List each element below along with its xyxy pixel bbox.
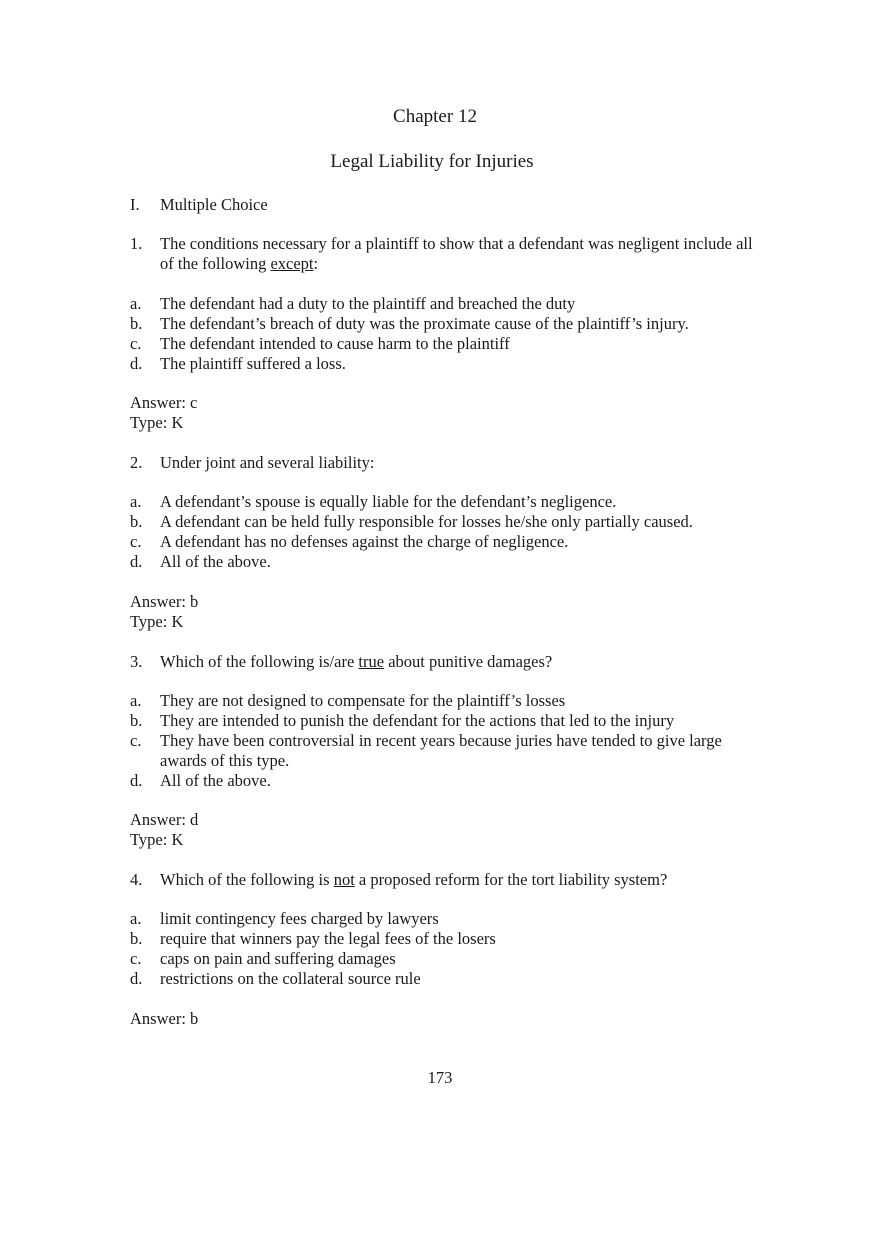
chapter-heading: Chapter 12 <box>393 106 477 127</box>
option-text: They are not designed to compensate for the plaintiff’s losses <box>160 691 566 710</box>
option-text: restrictions on the collateral source rule <box>160 969 421 988</box>
stem-text-end: a proposed reform for the tort liability system? <box>354 870 668 889</box>
question-stem <box>130 870 770 890</box>
option-text: require that winners pay the legal fees of the losers <box>160 929 496 948</box>
page-number: 173 <box>427 1068 453 1087</box>
option-b <box>130 711 770 731</box>
option-c <box>130 949 770 969</box>
stem-text: Which of the following is/are <box>160 652 359 671</box>
option-text: They have been controversial in recent years because juries have tended to give large awards of this type. <box>160 731 722 770</box>
option-label: c. <box>130 731 142 750</box>
question-2 <box>130 453 770 473</box>
section-number: I. <box>130 195 140 214</box>
question-2-answer <box>130 592 770 632</box>
option-d <box>130 969 770 989</box>
option-label: a. <box>130 492 142 511</box>
option-text: The defendant had a duty to the plaintiff and breached the duty <box>160 294 576 313</box>
option-text: limit contingency fees charged by lawyers <box>160 909 439 928</box>
option-label: b. <box>130 929 143 948</box>
type-line: Type: K <box>130 830 184 849</box>
option-label: b. <box>130 314 143 333</box>
option-text: The defendant intended to cause harm to the plaintiff <box>160 334 510 353</box>
option-a <box>130 909 770 929</box>
question-stem <box>130 234 770 274</box>
option-label: d. <box>130 969 143 988</box>
option-a <box>130 294 770 314</box>
question-2-options <box>130 492 770 572</box>
answer-line: Answer: b <box>130 1009 199 1028</box>
question-number: 2. <box>130 453 143 472</box>
section-label: Multiple Choice <box>160 195 268 214</box>
question-number: 1. <box>130 234 143 253</box>
question-number: 3. <box>130 652 143 671</box>
option-label: a. <box>130 691 142 710</box>
option-label: a. <box>130 294 142 313</box>
stem-text-end: about punitive damages? <box>384 652 553 671</box>
question-3 <box>130 652 770 672</box>
question-4 <box>130 870 770 890</box>
option-d <box>130 552 770 572</box>
option-c <box>130 731 770 771</box>
option-label: d. <box>130 354 143 373</box>
option-label: c. <box>130 334 142 353</box>
stem-emphasis: except <box>270 254 314 273</box>
option-label: b. <box>130 711 143 730</box>
answer-line: Answer: c <box>130 393 198 412</box>
option-a <box>130 691 770 711</box>
option-label: d. <box>130 771 143 790</box>
stem-text: Which of the following is <box>160 870 334 889</box>
option-a <box>130 492 770 512</box>
question-1 <box>130 234 770 274</box>
question-stem <box>130 652 770 672</box>
option-d <box>130 771 770 791</box>
answer-line: Answer: b <box>130 592 199 611</box>
question-1-options <box>130 294 770 374</box>
question-3-options <box>130 691 770 791</box>
option-text: All of the above. <box>160 771 271 790</box>
option-text: They are intended to punish the defendant for the actions that led to the injury <box>160 711 675 730</box>
option-text: The defendant’s breach of duty was the proximate cause of the plaintiff’s injury. <box>160 314 689 333</box>
stem-text-end: : <box>313 254 319 273</box>
question-number: 4. <box>130 870 143 889</box>
option-d <box>130 354 770 374</box>
option-label: a. <box>130 909 142 928</box>
question-4-answer <box>130 1009 770 1029</box>
question-stem <box>130 453 770 473</box>
option-b <box>130 314 770 334</box>
option-label: c. <box>130 532 142 551</box>
answer-line: Answer: d <box>130 810 199 829</box>
option-text: The plaintiff suffered a loss. <box>160 354 346 373</box>
option-label: b. <box>130 512 143 531</box>
stem-text: The conditions necessary for a plaintiff to show that a defendant was negligent include all of the following <box>160 234 753 273</box>
question-1-answer <box>130 393 770 433</box>
stem-emphasis: not <box>333 870 355 889</box>
question-3-answer <box>130 810 770 850</box>
option-label: c. <box>130 949 142 968</box>
question-4-options <box>130 909 770 989</box>
option-text: A defendant has no defenses against the charge of negligence. <box>160 532 569 551</box>
type-line: Type: K <box>130 413 184 432</box>
option-text: caps on pain and suffering damages <box>160 949 396 968</box>
option-c <box>130 532 770 552</box>
stem-emphasis: true <box>358 652 385 671</box>
option-b <box>130 929 770 949</box>
option-c <box>130 334 770 354</box>
option-text: A defendant’s spouse is equally liable for the defendant’s negligence. <box>160 492 617 511</box>
option-text: A defendant can be held fully responsible for losses he/she only partially caused. <box>160 512 693 531</box>
option-b <box>130 512 770 532</box>
chapter-title: Legal Liability for Injuries <box>330 151 534 172</box>
option-text: All of the above. <box>160 552 271 571</box>
stem-text: Under joint and several liability: <box>160 453 375 472</box>
option-label: d. <box>130 552 143 571</box>
section-heading <box>130 195 268 215</box>
type-line: Type: K <box>130 612 184 631</box>
